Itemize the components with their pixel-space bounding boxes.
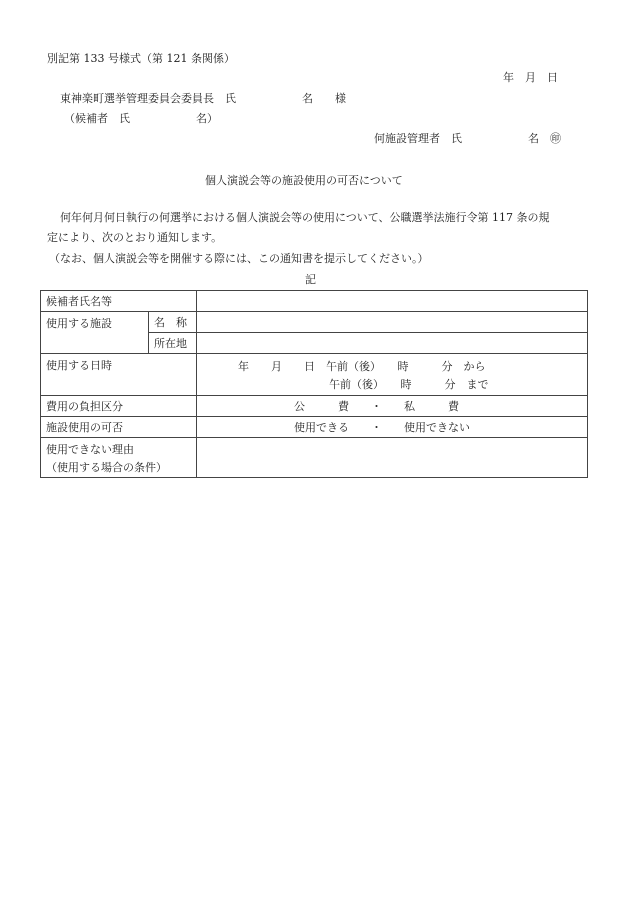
candidate-label: 候補者氏名等 bbox=[41, 291, 197, 312]
document-title: 個人演説会等の施設使用の可否について bbox=[205, 174, 403, 187]
cost-label: 費用の負担区分 bbox=[41, 396, 197, 417]
reason-label-line-1: 使用できない理由 bbox=[46, 443, 134, 456]
datetime-value bbox=[197, 354, 588, 396]
candidate-name-line: （候補者 氏 名） bbox=[64, 112, 218, 125]
reason-value bbox=[197, 438, 588, 478]
candidate-value bbox=[197, 291, 588, 312]
cost-value: 公 費 ・ 私 費 bbox=[197, 396, 588, 417]
facility-address-label: 所在地 bbox=[149, 333, 197, 354]
availability-label: 施設使用の可否 bbox=[41, 417, 197, 438]
form-number: 別記第 133 号様式（第 121 条関係） bbox=[47, 52, 235, 65]
datetime-from: 年 月 日 午前（後） 時 分 から bbox=[238, 359, 486, 373]
facility-name-value bbox=[197, 312, 588, 333]
row-cost bbox=[41, 396, 588, 417]
ki-marker: 記 bbox=[305, 273, 316, 286]
addressee-line: 東神楽町選挙管理委員会委員長 氏 名 様 bbox=[60, 92, 346, 105]
row-facility-name bbox=[41, 312, 588, 333]
facility-label: 使用する施設 bbox=[41, 312, 149, 354]
facility-address-value bbox=[197, 333, 588, 354]
datetime-label: 使用する日時 bbox=[41, 354, 197, 396]
row-datetime bbox=[41, 354, 588, 396]
reason-label-line-2: （使用する場合の条件） bbox=[46, 461, 167, 474]
facility-name-label: 名 称 bbox=[149, 312, 197, 333]
body-note: （なお、個人演説会等を開催する際には、この通知書を提示してください。） bbox=[49, 252, 429, 265]
row-candidate bbox=[41, 291, 588, 312]
date-line: 年 月 日 bbox=[503, 71, 558, 84]
datetime-to: 午前（後） 時 分 まで bbox=[329, 377, 489, 391]
reason-label bbox=[41, 438, 197, 478]
availability-value: 使用できる ・ 使用できない bbox=[197, 417, 588, 438]
row-availability bbox=[41, 417, 588, 438]
sender-line: 何施設管理者 氏 名 ㊞ bbox=[374, 132, 561, 145]
row-reason bbox=[41, 438, 588, 478]
body-paragraph-line-1: 何年何月何日執行の何選挙における個人演説会等の使用について、公職選挙法施行令第 117 条の規 bbox=[60, 211, 550, 224]
notice-table bbox=[40, 290, 588, 478]
body-paragraph-line-2: 定により、次のとおり通知します。 bbox=[47, 231, 223, 244]
